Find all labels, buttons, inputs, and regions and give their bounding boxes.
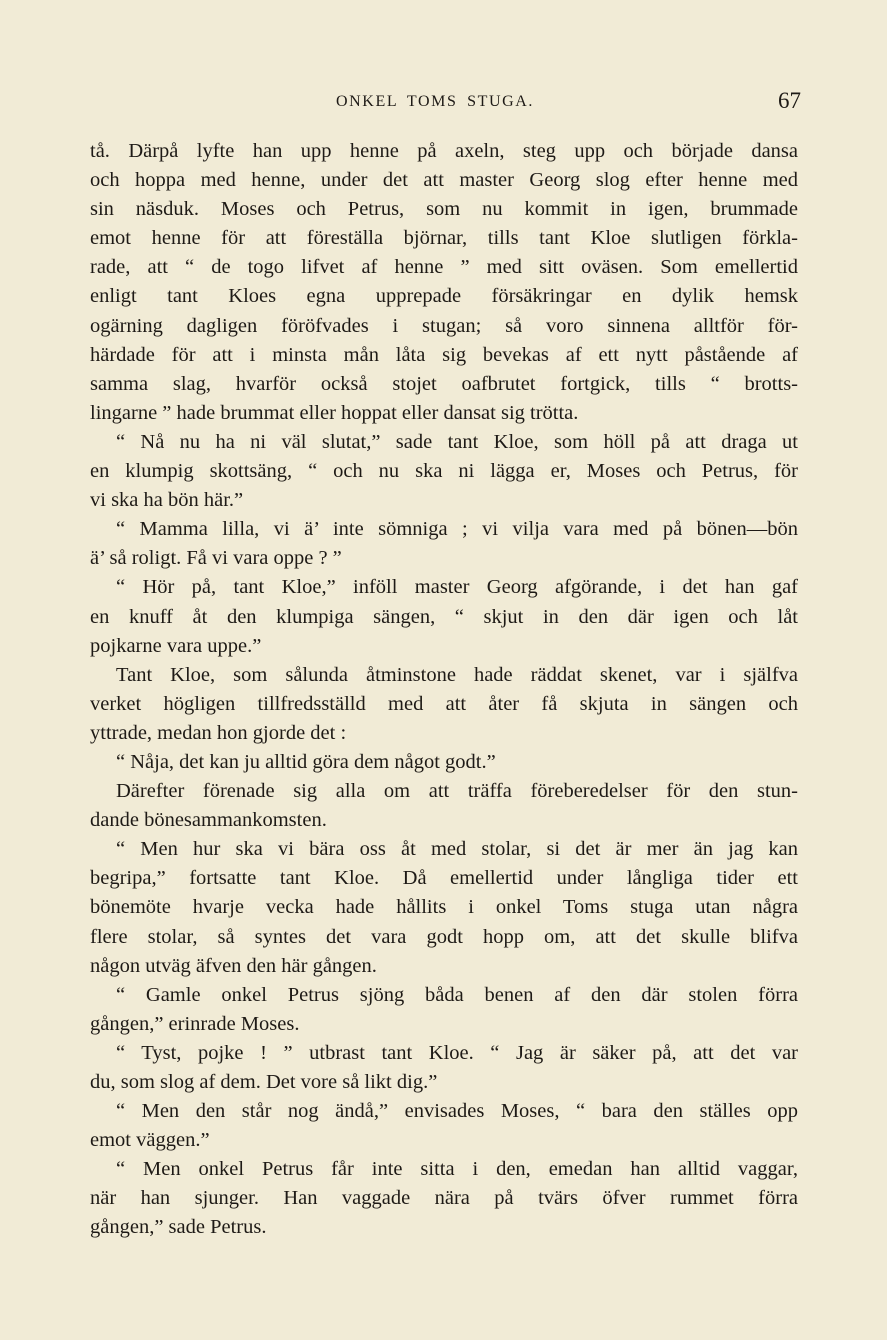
text-line: pojkarne vara uppe.” [90, 634, 262, 657]
text-line: enligt tant Kloes egna upprepade försäkringar en dylik hemsk [90, 285, 798, 308]
text-line: någon utväg äfven den här gången. [90, 954, 377, 977]
text-line: “ Men hur ska vi bära oss åt med stolar, si det är mer än jag kan [116, 838, 798, 861]
text-line: bönemöte hvarje vecka hade hållits i onkel Toms stuga utan några [90, 896, 798, 919]
text-line: “ Tyst, pojke ! ” utbrast tant Kloe. “ Jag är säker på, att det var [116, 1041, 798, 1064]
text-line: lingarne ” hade brummat eller hoppat eller dansat sig trötta. [90, 401, 579, 424]
text-line: samma slag, hvarför också stojet oafbrutet fortgick, tills “ brotts- [90, 372, 798, 395]
running-title: ONKEL TOMS STUGA. [336, 93, 535, 110]
body-text [90, 137, 798, 1243]
text-line: tå. Därpå lyfte han upp henne på axeln, steg upp och började dansa [90, 140, 798, 162]
text-line: gången,” erinrade Moses. [90, 1012, 300, 1035]
text-line: ä’ så roligt. Få vi vara oppe ? ” [90, 547, 342, 570]
text-line: begripa,” fortsatte tant Kloe. Då emellertid under långliga tider ett [90, 867, 798, 890]
text-line: emot väggen.” [90, 1129, 210, 1152]
text-line: sin näsduk. Moses och Petrus, som nu kommit in igen, brummade [90, 198, 798, 221]
text-line: “ Gamle onkel Petrus sjöng båda benen af den där stolen förra [116, 983, 798, 1006]
text-line: ogärning dagligen föröfvades i stugan; så voro sinnena alltför för- [90, 314, 798, 337]
text-line: flere stolar, så syntes det vara godt hopp om, att det skulle blifva [90, 925, 798, 948]
text-line: Därefter förenade sig alla om att träffa föreberedelser för den stun- [116, 780, 798, 803]
text-line: dande bönesammankomsten. [90, 809, 327, 832]
text-line: “ Hör på, tant Kloe,” inföll master Georg afgörande, i det han gaf [116, 576, 798, 599]
page-number: 67 [778, 88, 801, 113]
text-line: “ Nå nu ha ni väl slutat,” sade tant Kloe, som höll på att draga ut [116, 430, 798, 453]
text-line: emot henne för att föreställa björnar, tills tant Kloe slutligen förkla- [90, 227, 798, 250]
page-header [0, 88, 887, 120]
text-line: “ Men den står nog ändå,” envisades Moses, “ bara den ställes opp [116, 1100, 798, 1123]
text-line: en klumpig skottsäng, “ och nu ska ni lägga er, Moses och Petrus, för [90, 460, 798, 483]
text-line: Tant Kloe, som sålunda åtminstone hade räddat skenet, var i själfva [116, 663, 798, 686]
text-line: när han sjunger. Han vaggade nära på tvärs öfver rummet förra [90, 1187, 798, 1210]
text-line: härdade för att i minsta mån låta sig bevekas af ett nytt påstående af [90, 343, 798, 366]
text-line: du, som slog af dem. Det vore så likt dig.” [90, 1071, 438, 1093]
text-line: “ Men onkel Petrus får inte sitta i den, emedan han alltid vaggar, [116, 1158, 798, 1181]
text-line: “ Nåja, det kan ju alltid göra dem något godt.” [116, 750, 496, 773]
text-line: gången,” sade Petrus. [90, 1216, 267, 1239]
text-line: rade, att “ de togo lifvet af henne ” med sitt oväsen. Som emellertid [90, 256, 798, 279]
text-line: en knuff åt den klumpiga sängen, “ skjut in den där igen och låt [90, 605, 798, 628]
text-line: och hoppa med henne, under det att master Georg slog efter henne med [90, 169, 798, 192]
text-line: “ Mamma lilla, vi ä’ inte sömniga ; vi vilja vara med på bönen—bön [116, 518, 798, 541]
text-line: verket högligen tillfredsställd med att åter få skjuta in sängen och [90, 692, 798, 715]
text-line: yttrade, medan hon gjorde det : [90, 721, 347, 744]
text-line: vi ska ha bön här.” [90, 489, 244, 512]
